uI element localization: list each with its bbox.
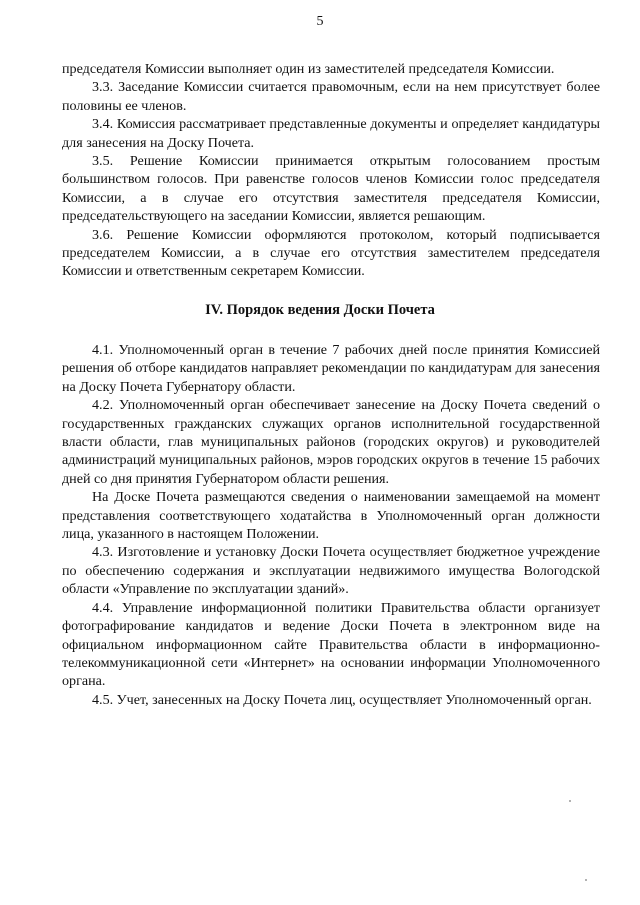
scan-speck xyxy=(585,879,587,881)
scan-speck xyxy=(569,800,571,802)
page-number: 5 xyxy=(316,14,324,29)
section-4-heading: IV. Порядок ведения Доски Почета xyxy=(205,302,435,318)
section-3-text xyxy=(62,60,600,281)
paragraph-3-2-end: председателя Комиссии выполняет один из заместителей председателя Комиссии. xyxy=(62,61,555,77)
paragraph-4-4: 4.4. Управление информационной политики Правительства области организует фотографирование кандидатов и ведение Доски Почета в электронном виде на официальном информационном сайте Правительства области в информационно-телекоммуникационной сети «Интернет» на основании информации Уполномоченного органа. xyxy=(62,599,600,690)
paragraph-3-4: 3.4. Комиссия рассматривает представленные документы и определяет кандидатуры для занесения на Доску Почета. xyxy=(62,116,600,151)
paragraph-4-2-note: На Доске Почета размещаются сведения о наименовании замещаемой на момент представления соответствующего ходатайства в Уполномоченный орган должности лица, указанного в настоящем Положении. xyxy=(62,489,600,543)
paragraph-4-3: 4.3. Изготовление и установку Доски Почета осуществляет бюджетное учреждение по обеспечению содержания и эксплуатации недвижимого имущества Вологодской области «Управление по эксплуатации зданий». xyxy=(62,544,600,598)
paragraph-4-5: 4.5. Учет, занесенных на Доску Почета лиц, осуществляет Уполномоченный орган. xyxy=(92,691,592,708)
paragraph-3-5: 3.5. Решение Комиссии принимается открытым голосованием простым большинством голосов. При равенстве голосов членов Комиссии голос председателя Комиссии, а в случае его отсутствия заместителя председателя Комиссии, председательствующего на заседании Комиссии, является решающим. xyxy=(62,153,600,225)
paragraph-4-2: 4.2. Уполномоченный орган обеспечивает занесение на Доску Почета сведений о государственных гражданских служащих органов исполнительной государственной власти области, глав муниципальных районов (городских округов) и руководителей администраций муниципальных районов, мэров городских округов в течение 15 рабочих дней со дня принятия Губернатором области решения. xyxy=(62,397,600,487)
section-4-text xyxy=(62,341,600,709)
paragraph-3-6: 3.6. Решение Комиссии оформляются протоколом, который подписывается председателем Комиссии, а в случае его отсутствия заместителем председателя Комиссии и ответственным секретарем Комиссии. xyxy=(62,226,600,280)
paragraph-4-1: 4.1. Уполномоченный орган в течение 7 рабочих дней после принятия Комиссией решения об отборе кандидатов направляет рекомендации по кандидатурам для занесения на Доску Почета Губернатору области. xyxy=(62,342,600,395)
paragraph-3-3: 3.3. Заседание Комиссии считается правомочным, если на нем присутствует более половины ее членов. xyxy=(62,79,600,114)
